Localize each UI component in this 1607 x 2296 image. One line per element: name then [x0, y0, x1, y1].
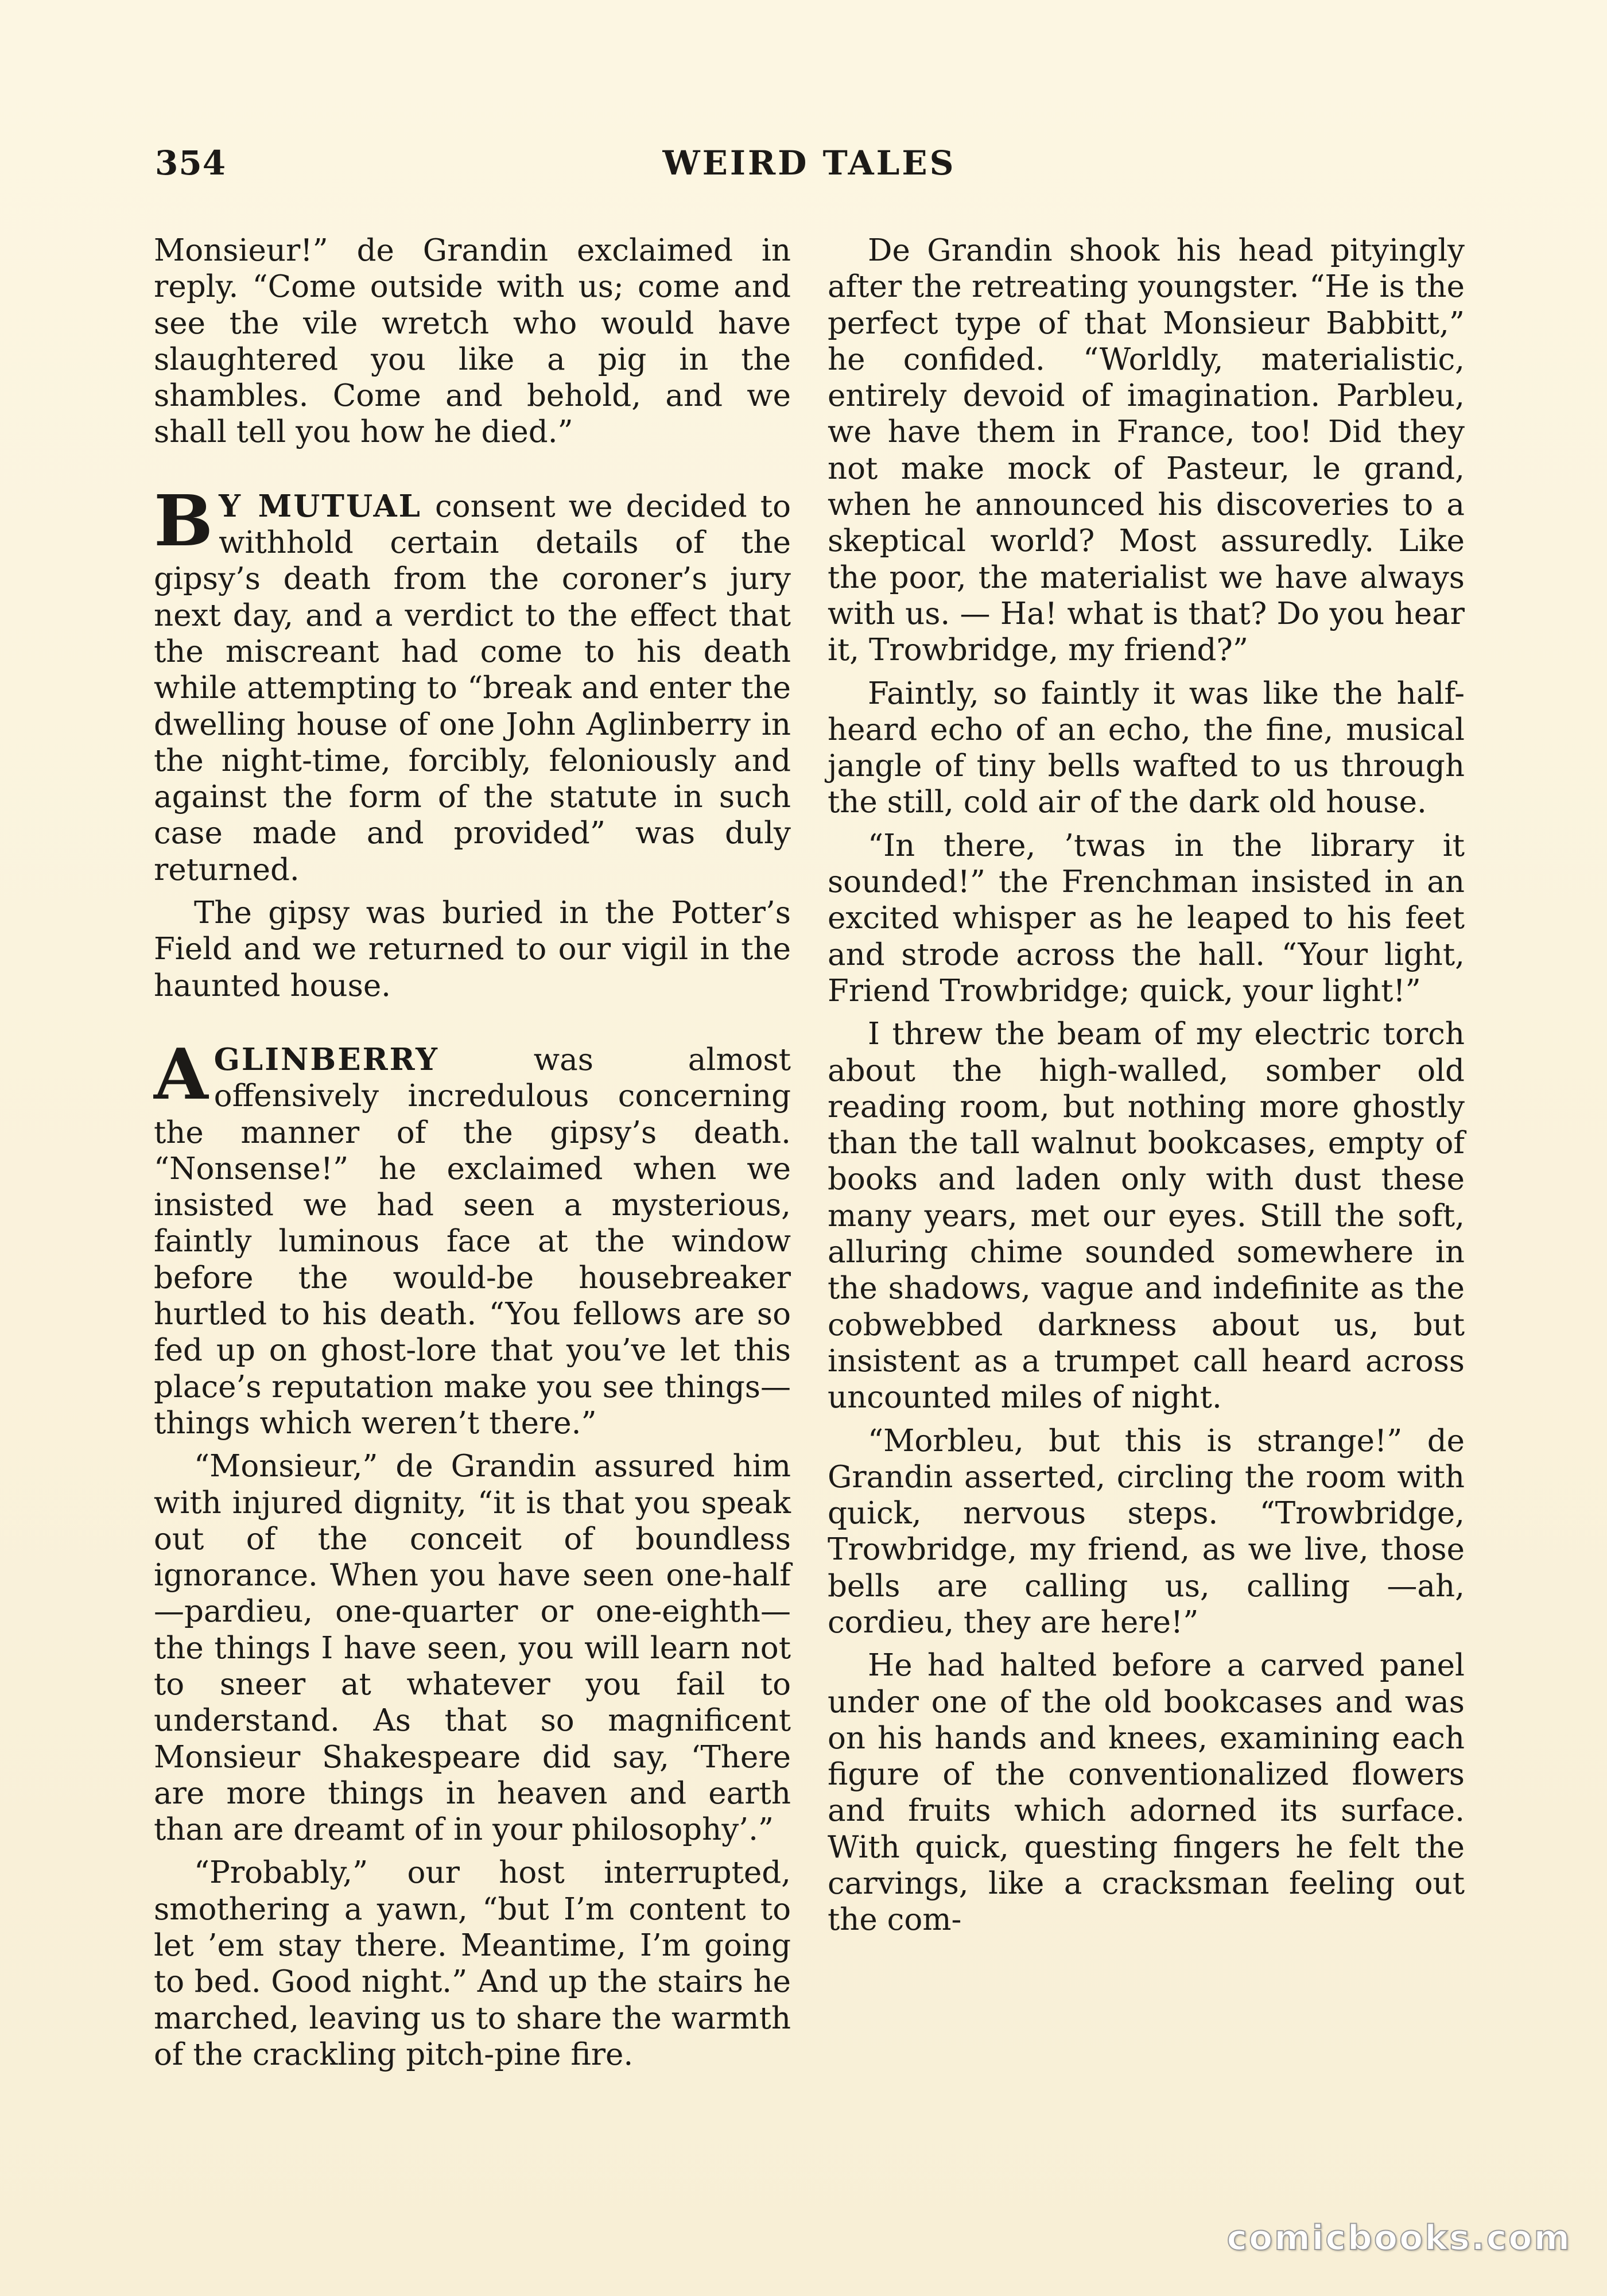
paragraph: Faintly, so faintly it was like the half-heard echo of an echo, the fine, musical jangle of tiny bells wafted to us through the still, cold air of the dark old house. [828, 676, 1465, 820]
small-caps-lead: Y MUTUAL [219, 488, 422, 524]
left-column [154, 232, 791, 2073]
right-column [828, 232, 1465, 1938]
page-header [155, 144, 1464, 189]
running-title: WEIRD TALES [662, 144, 956, 183]
watermark: comicbooks.com [1226, 2218, 1571, 2258]
page-number: 354 [155, 144, 227, 183]
paragraph: “In there, ’twas in the library it sounded!” the Frenchman insisted in an excited whisper as he leaped to his feet and strode across the hall. “Your light, Friend Trowbridge; quick, your light!” [828, 828, 1465, 1009]
paragraph: “Morbleu, but this is strange!” de Grandin asserted, circling the room with quick, nervous steps. “Trowbridge, Trowbridge, my friend, as we live, those bells are calling us, calling —ah, cordieu, they are here!” [828, 1423, 1465, 1640]
paragraph-dropcap: A GLINBERRY was almost offensively incredulous concerning the manner of the gipsy’s death. “Nonsense!” he exclaimed when we insisted we had seen a mysterious, faintly luminous face at the window before the would-be housebreaker hurtled to his death. “You fellows are so fed up on ghost-lore that you’ve let this place’s reputation make you see things—things which weren’t there.” [154, 1032, 791, 1441]
paragraph: I threw the beam of my electric torch about the high-walled, somber old reading room, but nothing more ghostly than the tall walnut bookcases, empty of books and laden only with dust these many years, met our eyes. Still the soft, alluring chime sounded somewhere in the shadows, vague and indefinite as the cobwebbed darkness about us, but insistent as a trumpet call heard across uncounted miles of night. [828, 1017, 1465, 1415]
paragraph: Monsieur!” de Grandin exclaimed in reply. “Come outside with us; come and see the vile wretch who would have slaughtered you like a pig in the shambles. Come and behold, and we shall tell you how he died.” [154, 233, 791, 450]
paragraph: “Monsieur,” de Grandin assured him with injured dignity, “it is that you speak out of the conceit of boundless ignorance. When you have seen one-half—pardieu, one-quarter or one-eighth—the things I have seen, you will learn not to sneer at whatever you fail to understand. As that so magnificent Monsieur Shakespeare did say, ‘There are more things in heaven and earth than are dreamt of in your philosophy’.” [154, 1449, 791, 1848]
small-caps-lead: GLINBERRY [214, 1041, 439, 1077]
paragraph: “Probably,” our host interrupted, smothering a yawn, “but I’m content to let ’em stay there. Meantime, I’m going to bed. Good night.” And up the stairs he marched, leaving us to share the warmth of the crackling pitch-pine fire. [154, 1855, 791, 2072]
paragraph: He had halted before a carved panel under one of the old bookcases and was on his hands and knees, examining each figure of the conventionalized flowers and fruits which adorned its surface. With quick, questing fingers he felt the carvings, like a cracksman feeling out the com- [828, 1648, 1465, 1938]
paragraph-dropcap: B Y MUTUAL consent we decided to withhold certain details of the gipsy’s death from the coroner’s jury next day, and a verdict to the effect that the miscreant had come to his death while attempting to “break and enter the dwelling house of one John Aglinberry in the night-time, forcibly, feloniously and against the form of the statute in such case made and provided” was duly returned. [154, 479, 791, 887]
paragraph: De Grandin shook his head pityingly after the retreating youngster. “He is the perfect type of that Monsieur Babbitt,” he confided. “Worldly, materialistic, entirely devoid of imagination. Parbleu, we have them in France, too! Did they not make mock of Pasteur, le grand, when he announced his discoveries to a skeptical world? Most assuredly. Like the poor, the materialist we have always with us. — Ha! what is that? Do you hear it, Trowbridge, my friend?” [828, 233, 1465, 668]
paragraph: The gipsy was buried in the Potter’s Field and we returned to our vigil in the haunted house. [154, 895, 791, 1003]
